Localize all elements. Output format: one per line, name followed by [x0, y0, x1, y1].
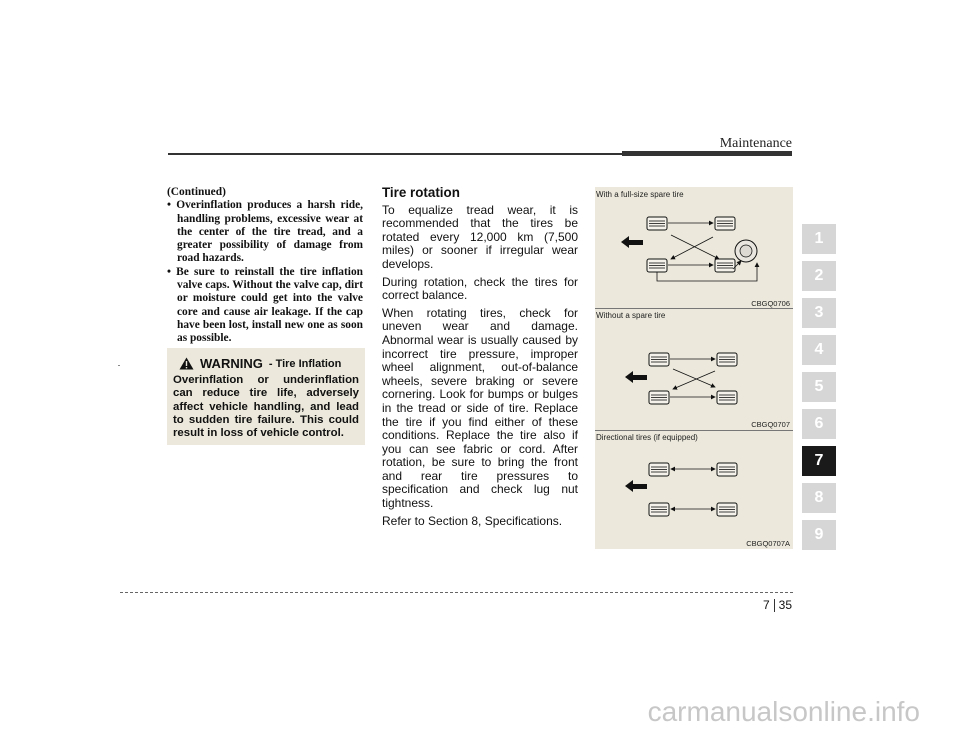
page-number: [763, 598, 792, 612]
figure-2-caption: Without a spare tire: [596, 311, 666, 320]
warning-box: [167, 348, 365, 445]
bullet-valve-caps: • Be sure to reinstall the tire inflation valve caps. Without the valve cap, dirt or moisture could get into the valve core and cause air leakage. If the cap have been lost, install new one as soon as possible.: [167, 265, 363, 345]
warning-subtitle: - Tire Inflation: [268, 357, 342, 370]
section-title: Tire rotation: [382, 185, 460, 200]
warning-text: Overinflation or underinflation can reduce tire life, adversely affect vehicle handling, and lead to sudden tire failure. This could result in loss of vehicle control.: [173, 374, 359, 440]
rotation-paragraph-1: To equalize tread wear, it is recommended that the tires be rotated every 12,000 km (7,500 miles) or sooner if irregular wear develops.: [382, 202, 578, 271]
chapter-tab-6[interactable]: 6: [802, 409, 836, 439]
rotation-paragraph-2: During rotation, check the tires for correct balance.: [382, 274, 578, 303]
figure-3-diagram: [595, 445, 793, 540]
rotation-paragraph-4: Refer to Section 8, Specifications.: [382, 513, 563, 528]
figure-1-diagram: [595, 201, 793, 301]
chapter-tab-5[interactable]: 5: [802, 372, 836, 402]
chapter-tab-8[interactable]: 8: [802, 483, 836, 513]
figure-1-code: CBGQ0706: [751, 299, 790, 308]
page-num: 35: [778, 598, 792, 612]
header-tab-bar: [622, 151, 792, 156]
figure-2-code: CBGQ0707: [751, 420, 790, 429]
middle-column: [382, 186, 578, 532]
figure-2-diagram: [595, 323, 793, 423]
page-number-divider: [774, 599, 775, 612]
chapter-tab-9[interactable]: 9: [802, 520, 836, 550]
figure-separator: [595, 308, 793, 309]
figure-1-caption: With a full-size spare tire: [596, 190, 684, 199]
chapter-tab-3[interactable]: 3: [802, 298, 836, 328]
chapter-index: [802, 224, 836, 557]
warning-header: [179, 356, 359, 371]
tire-rotation-figures: [595, 187, 793, 549]
chapter-tab-4[interactable]: 4: [802, 335, 836, 365]
page-section: 7: [762, 598, 770, 612]
running-header-title: Maintenance: [719, 136, 792, 151]
chapter-tab-1[interactable]: 1: [802, 224, 836, 254]
continued-label: (Continued): [167, 186, 226, 198]
watermark: carmanualsonline.info: [647, 696, 920, 727]
figure-separator: [595, 430, 793, 431]
left-column: [167, 186, 363, 346]
rotation-paragraph-3: When rotating tires, check for uneven wear and damage. Abnormal wear is usually caused by incorrect tire pressure, improper wheel alignment, out-of-balance wheels, severe braking or severe cornering. Look for bumps or bulges in the tread or side of tire. Replace the tire if you find either of these conditions. Replace the tire also if you can see fabric or cord. After rotation, be sure to bring the front and rear tire pressures to specification and check lug nut tightness.: [382, 305, 578, 511]
chapter-tab-2[interactable]: 2: [802, 261, 836, 291]
warning-triangle-icon: [179, 357, 194, 370]
figure-3-code: CBGQ0707A: [746, 539, 790, 548]
figure-3-caption: Directional tires (if equipped): [596, 433, 698, 442]
warning-title: WARNING: [200, 356, 263, 371]
bullet-overinflation: • Overinflation produces a harsh ride, handling problems, excessive wear at the center of the tire tread, and a greater possibility of damage from road hazards.: [167, 199, 363, 265]
footer-rule: [120, 592, 793, 593]
chapter-tab-7[interactable]: 7: [802, 446, 836, 476]
margin-mark: [118, 365, 120, 366]
